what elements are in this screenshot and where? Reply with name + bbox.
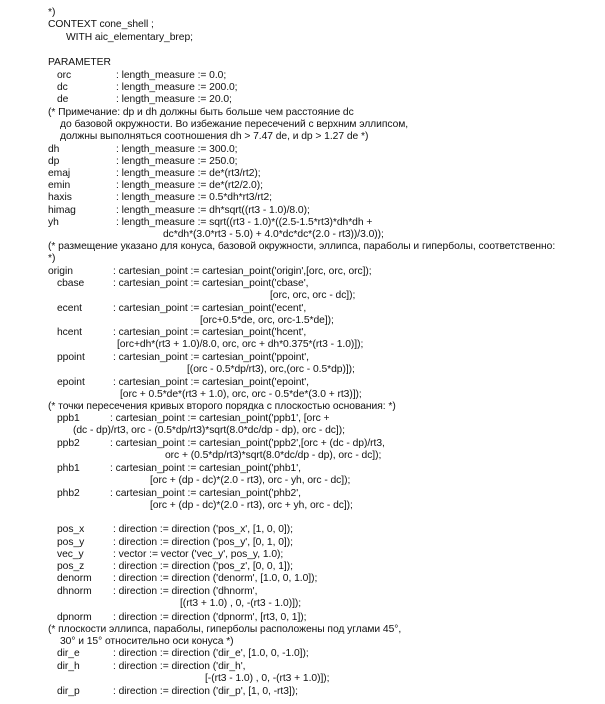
param-definition: : length_measure := 20.0; [116, 94, 232, 105]
comment-line: (* Примечание: dp и dh должны быть больше чем расстояние dc [48, 107, 354, 118]
continuation-line: [orc + (dp - dc)*(2.0 - rt3), orc + yh, orc - dc]); [150, 500, 353, 511]
continuation-line: [(orc - 0.5*dp/rt3), orc,(orc - 0.5*dp)]); [187, 364, 355, 375]
comment-line: (* точки пересечения кривых второго порядка с плоскостью основания: *) [48, 401, 396, 412]
param-name: dpnorm [57, 612, 92, 623]
param-definition: : direction := direction ('dhnorm', [113, 586, 258, 597]
param-name: dh [48, 144, 60, 155]
param-definition: : direction := direction ('pos_y', [0, 1, 0]); [113, 537, 293, 548]
param-name: vec_y [57, 549, 84, 560]
param-definition: : length_measure := de*(rt2/2.0); [116, 180, 263, 191]
param-name: emin [48, 180, 71, 191]
param-name: pos_x [57, 524, 85, 535]
param-name: cbase [57, 278, 85, 289]
param-definition: : direction := direction ('dir_p', [1, 0, -rt3]); [113, 686, 298, 697]
param-definition: : cartesian_point := cartesian_point('phb1', [110, 463, 301, 474]
param-definition: : direction := direction ('pos_z', [0, 0, 1]); [113, 561, 293, 572]
param-definition: : length_measure := de*(rt3/rt2); [116, 168, 261, 179]
param-name: origin [48, 266, 73, 277]
continuation-line: dc*dh*(3.0*rt3 - 5.0) + 4.0*dc*dc*(2.0 - rt3))/3.0)); [163, 229, 384, 240]
param-name: dir_h [57, 661, 80, 672]
param-name: denorm [57, 573, 92, 584]
continuation-line: (dc - dp)/rt3, orc - (0.5*dp/rt3)*sqrt(8.0*dc/dp - dp), orc - dc]); [73, 425, 345, 436]
comment-line: (* плоскости эллипса, параболы, гиперболы расположены под углами 45°, [48, 624, 402, 635]
param-name: hcent [57, 327, 82, 338]
continuation-line: [orc + 0.5*de*(rt3 + 1.0), orc, orc - 0.5*de*(3.0 + rt3)]); [120, 389, 362, 400]
param-name: ppoint [57, 352, 85, 363]
continuation-line: [orc+0.5*de, orc, orc-1.5*de]); [200, 315, 334, 326]
continuation-line: [-(rt3 - 1.0) , 0, -(rt3 + 1.0)]); [205, 673, 330, 684]
param-name: yh [48, 217, 59, 228]
param-name: dir_p [57, 686, 80, 697]
param-name: dp [48, 156, 60, 167]
comment-line: (* размещение указано для конуса, базовой окружности, эллипса, параболы и гиперболы, соответственно: [48, 241, 556, 252]
param-definition: : cartesian_point := cartesian_point('phb2', [110, 488, 301, 499]
with-line: WITH aic_elementary_brep; [66, 32, 193, 43]
param-definition: : cartesian_point := cartesian_point('ppb2',[orc + (dc - dp)/rt3, [110, 438, 385, 449]
continuation-line: [orc, orc, orc - dc]); [270, 290, 356, 301]
param-definition: : length_measure := 300.0; [116, 144, 238, 155]
param-name: ppb2 [57, 438, 80, 449]
param-name: orc [57, 70, 72, 81]
continuation-line: [(rt3 + 1.0) , 0, -(rt3 - 1.0)]); [180, 598, 302, 609]
param-definition: : direction := direction ('pos_x', [1, 0, 0]); [113, 524, 293, 535]
param-name: phb2 [57, 488, 80, 499]
code-line: *) [48, 253, 56, 264]
param-name: dc [57, 82, 68, 93]
comment-line: до базовой окружности. Во избежание пересечений с верхним эллипсом, [60, 119, 409, 130]
continuation-line: [orc + (dp - dc)*(2.0 - rt3), orc - yh, orc - dc]); [150, 475, 351, 486]
param-name: ecent [57, 303, 82, 314]
code-line: *) [48, 7, 56, 18]
param-name: pos_y [57, 537, 85, 548]
param-definition: : direction := direction ('dir_h', [113, 661, 246, 672]
param-name: himag [48, 205, 76, 216]
param-definition: : length_measure := dh*sqrt((rt3 - 1.0)/8.0); [116, 205, 310, 216]
param-definition: : length_measure := 0.5*dh*rt3/rt2; [116, 192, 272, 203]
param-definition: : direction := direction ('dpnorm', [rt3, 0, 1]); [113, 612, 307, 623]
param-name: haxis [48, 192, 72, 203]
continuation-line: [orc+dh*(rt3 + 1.0)/8.0, orc, orc + dh*0.375*(rt3 - 1.0)]); [117, 339, 364, 350]
param-name: pos_z [57, 561, 85, 572]
comment-line: 30° и 15° относительно оси конуса *) [60, 636, 234, 647]
param-definition: : cartesian_point := cartesian_point('cbase', [113, 278, 309, 289]
param-definition: : direction := direction ('denorm', [1.0, 0, 1.0]); [113, 573, 318, 584]
continuation-line: orc + (0.5*dp/rt3)*sqrt(8.0*dc/dp - dp), orc - dc]); [165, 450, 382, 461]
param-definition: : cartesian_point := cartesian_point('epoint', [113, 377, 309, 388]
context-line: CONTEXT cone_shell ; [48, 19, 154, 30]
param-definition: : cartesian_point := cartesian_point('ecent', [113, 303, 307, 314]
param-name: emaj [48, 168, 71, 179]
param-definition: : length_measure := 200.0; [116, 82, 238, 93]
param-name: epoint [57, 377, 85, 388]
comment-line: должны выполняться соотношения dh > 7.47 de, и dp > 1.27 de *) [60, 131, 369, 142]
param-definition: : cartesian_point := cartesian_point('ppb1', [orc + [110, 413, 330, 424]
param-definition: : cartesian_point := cartesian_point('hcent', [113, 327, 307, 338]
param-definition: : cartesian_point := cartesian_point('origin',[orc, orc, orc]); [113, 266, 372, 277]
param-definition: : direction := direction ('dir_e', [1.0, 0, -1.0]); [113, 648, 309, 659]
param-definition: : length_measure := 250.0; [116, 156, 238, 167]
param-name: phb1 [57, 463, 80, 474]
parameter-heading: PARAMETER [48, 57, 111, 68]
param-name: dhnorm [57, 586, 92, 597]
param-definition: : cartesian_point := cartesian_point('ppoint', [113, 352, 309, 363]
param-definition: : vector := vector ('vec_y', pos_y, 1.0); [113, 549, 284, 560]
param-definition: : length_measure := 0.0; [116, 70, 227, 81]
param-name: de [57, 94, 69, 105]
param-definition: : length_measure := sqrt((rt3 - 1.0)*((2.5-1.5*rt3)*dh*dh + [116, 217, 373, 228]
param-name: dir_e [57, 648, 80, 659]
param-name: ppb1 [57, 413, 80, 424]
